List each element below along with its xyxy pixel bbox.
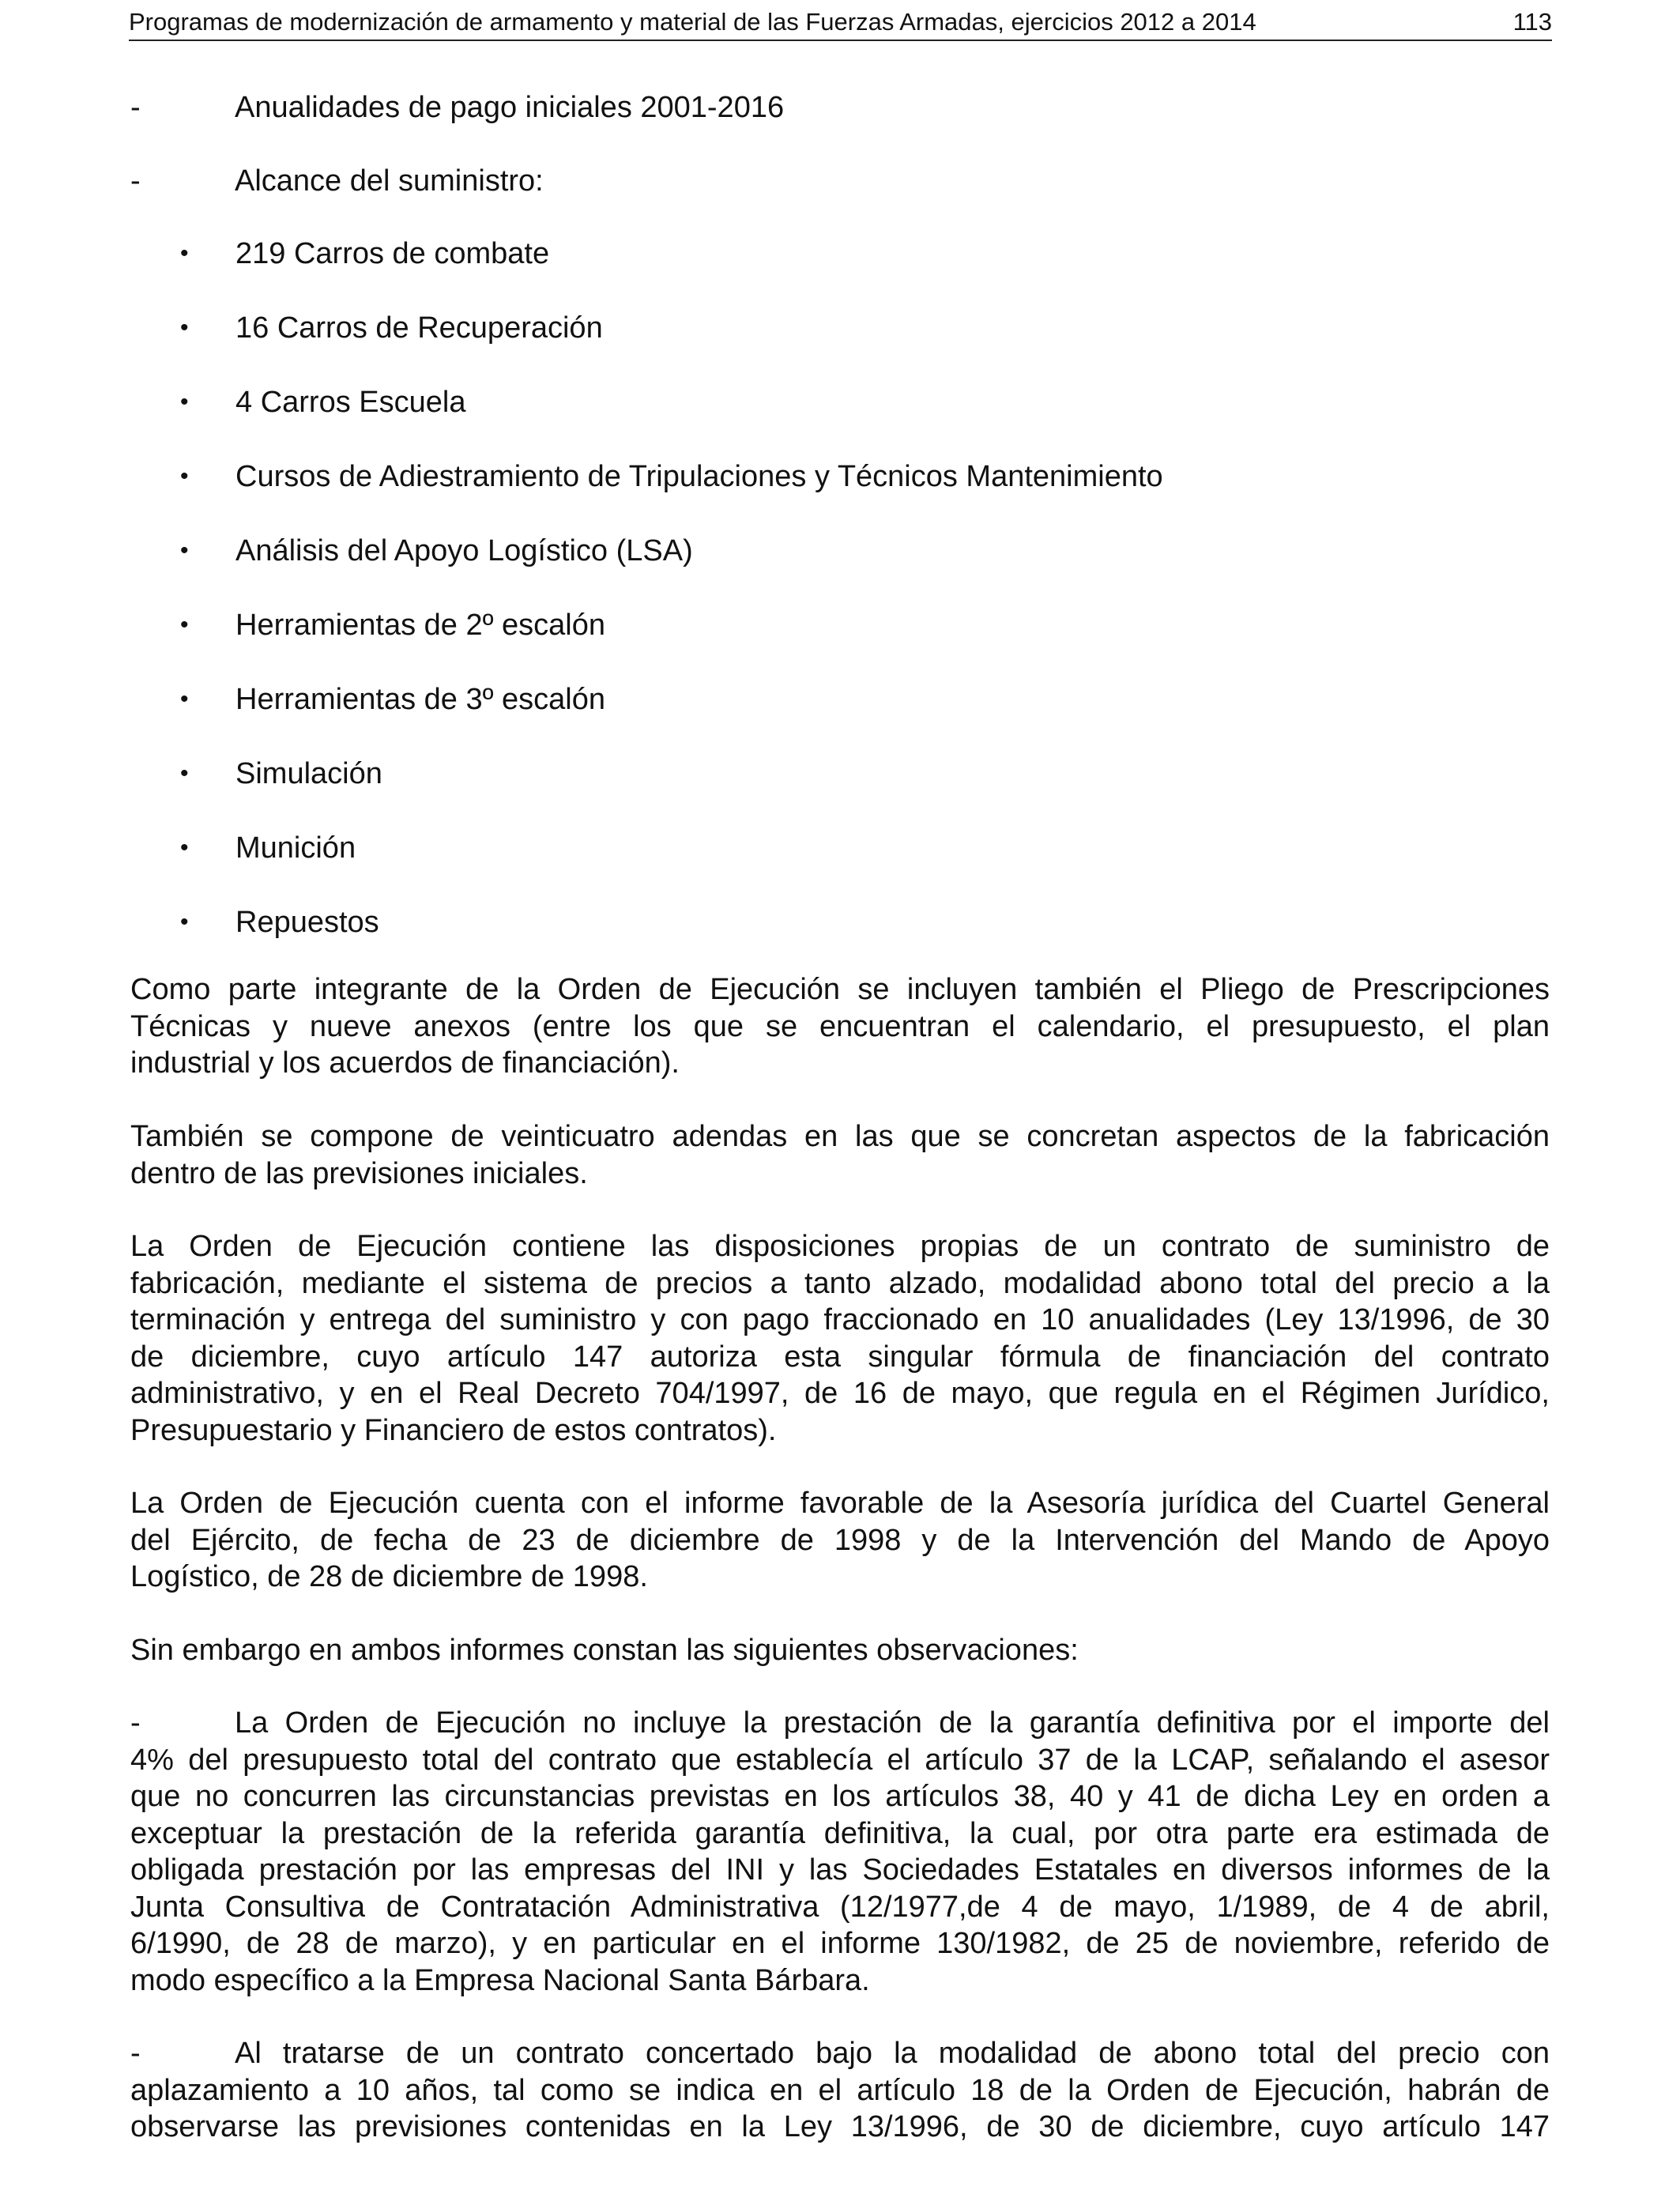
paragraph-observation-deferred-payment: [130, 2035, 1550, 2146]
bullet-text: Munición: [235, 831, 356, 865]
text-line: fabricación, mediante el sistema de precios a tanto alzado, modalidad abono total del precio a la: [130, 1266, 1550, 1300]
text-line: observarse las previsiones contenidas en la Ley 13/1996, de 30 de diciembre, cuyo artículo 147: [130, 2110, 1550, 2143]
bullet-icon: •: [180, 389, 189, 415]
bullet-text: Simulación: [235, 757, 382, 790]
bullet-text: Análisis del Apoyo Logístico (LSA): [235, 534, 693, 567]
text-line: 6/1990, de 28 de marzo), y en particular en el informe 130/1982, de 25 de noviembre, referido de: [130, 1927, 1550, 1960]
paragraph-addenda: [130, 1118, 1550, 1192]
running-header: [129, 5, 1552, 41]
dash-marker: -: [130, 2037, 141, 2070]
text-line: Al tratarse de un contrato concertado bajo la modalidad de abono total del precio con: [235, 2037, 1550, 2070]
bullet-text: 4 Carros Escuela: [235, 386, 466, 419]
dash-item-text: Alcance del suministro:: [235, 164, 544, 198]
bullet-item: [180, 236, 1524, 272]
dash-marker: -: [130, 164, 141, 198]
text-line: Logístico, de 28 de diciembre de 1998.: [130, 1560, 648, 1593]
bullet-icon: •: [180, 612, 189, 638]
bullet-icon: •: [180, 240, 189, 266]
bullet-item: [180, 458, 1524, 495]
bullet-item: [180, 607, 1524, 643]
text-line: Como parte integrante de la Orden de Ejecución se incluyen también el Pliego de Prescripciones: [130, 973, 1550, 1006]
text-line: La Orden de Ejecución no incluye la prestación de la garantía definitiva por el importe del: [235, 1706, 1550, 1740]
bullet-icon: •: [180, 537, 189, 564]
bullet-item: [180, 384, 1524, 420]
bullet-text: Cursos de Adiestramiento de Tripulaciones y Técnicos Mantenimiento: [235, 460, 1163, 493]
text-line: aplazamiento a 10 años, tal como se indica en el artículo 18 de la Orden de Ejecución, habrán de: [130, 2073, 1550, 2107]
bullet-text: Herramientas de 3º escalón: [235, 683, 606, 716]
paragraph-observations-intro: [130, 1632, 1550, 1669]
text-line: del Ejército, de fecha de 23 de diciembre de 1998 y de la Intervención del Mando de Apoyo: [130, 1523, 1550, 1557]
text-line: obligada prestación por las empresas del INI y las Sociedades Estatales en diversos informes de la: [130, 1853, 1550, 1887]
text-line: administrativo, y en el Real Decreto 704/1997, de 16 de mayo, que regula en el Régimen Jurídico,: [130, 1377, 1550, 1410]
bullet-icon: •: [180, 909, 189, 935]
text-line: También se compone de veinticuatro adendas en las que se concretan aspectos de la fabricación: [130, 1120, 1550, 1153]
bullet-item: [180, 310, 1524, 346]
header-title: Programas de modernización de armamento y material de las Fuerzas Armadas, ejercicios 2012 a 2014: [129, 8, 1256, 36]
text-line: Sin embargo en ambos informes constan las siguientes observaciones:: [130, 1634, 1079, 1667]
text-line: exceptuar la prestación de la referida garantía definitiva, la cual, por otra parte era estimada de: [130, 1816, 1550, 1850]
text-line: La Orden de Ejecución contiene las disposiciones propias de un contrato de suministro de: [130, 1230, 1550, 1263]
paragraph-execution-order-annexes: [130, 971, 1550, 1082]
text-line: terminación y entrega del suministro y con pago fraccionado en 10 anualidades (Ley 13/1996, de 30: [130, 1303, 1550, 1336]
bullet-text: Repuestos: [235, 906, 379, 939]
bullet-item: [180, 830, 1524, 866]
bullet-icon: •: [180, 760, 189, 786]
dash-marker: -: [130, 91, 141, 124]
bullet-text: 16 Carros de Recuperación: [235, 311, 603, 345]
text-line: que no concurren las circunstancias previstas en los artículos 38, 40 y 41 de dicha Ley en orden a: [130, 1780, 1550, 1813]
dash-marker: -: [130, 1706, 141, 1740]
bullet-item: [180, 681, 1524, 718]
bullet-icon: •: [180, 463, 189, 489]
bullet-item: [180, 533, 1524, 569]
paragraph-observation-guarantee: [130, 1705, 1550, 1999]
bullet-icon: •: [180, 835, 189, 861]
text-line: modo específico a la Empresa Nacional Santa Bárbara.: [130, 1963, 870, 1997]
bullet-icon: •: [180, 686, 189, 712]
paragraph-contract-provisions: [130, 1228, 1550, 1449]
page-number: 113: [1512, 8, 1552, 36]
text-line: industrial y los acuerdos de financiación).: [130, 1046, 680, 1080]
text-line: de diciembre, cuyo artículo 147 autoriza esta singular fórmula de financiación del contrato: [130, 1340, 1550, 1374]
paragraph-favorable-report: [130, 1485, 1550, 1596]
text-line: Técnicas y nueve anexos (entre los que se encuentran el calendario, el presupuesto, el plan: [130, 1009, 1550, 1043]
bullet-item: [180, 756, 1524, 792]
text-line: La Orden de Ejecución cuenta con el informe favorable de la Asesoría jurídica del Cuartel General: [130, 1487, 1550, 1520]
text-line: Presupuestario y Financiero de estos contratos).: [130, 1413, 777, 1447]
bullet-text: Herramientas de 2º escalón: [235, 609, 606, 642]
text-line: dentro de las previsiones iniciales.: [130, 1156, 588, 1190]
text-line: 4% del presupuesto total del contrato que establecía el artículo 37 de la LCAP, señalando el asesor: [130, 1743, 1550, 1777]
bullet-text: 219 Carros de combate: [235, 237, 550, 270]
bullet-icon: •: [180, 315, 189, 341]
dash-item-text: Anualidades de pago iniciales 2001-2016: [235, 91, 785, 124]
bullet-item: [180, 904, 1524, 941]
text-line: Junta Consultiva de Contratación Administrativa (12/1977,de 4 de mayo, 1/1989, de 4 de abril,: [130, 1890, 1550, 1924]
